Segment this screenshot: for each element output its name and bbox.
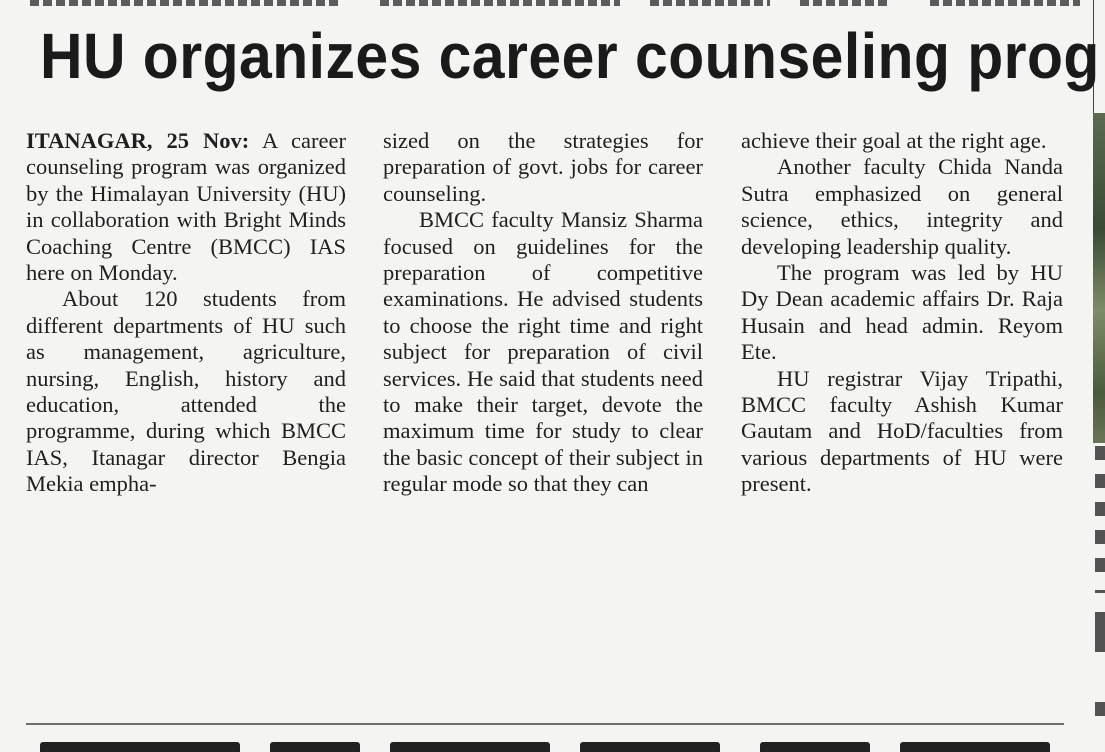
body-paragraph: The program was led by HU Dy Dean academic affairs Dr. Raja Husain and head admin. Reyom Ete. — [741, 260, 1063, 365]
article-divider — [26, 723, 1064, 725]
body-paragraph: achieve their goal at the right age. — [741, 128, 1047, 153]
previous-article-fragment — [0, 0, 1105, 14]
body-paragraph: About 120 students from different departments of HU such as management, agriculture, nursing, English, history and education, attended the programme, during which BMCC IAS, Itanagar director Bengia Mekia empha- — [26, 286, 346, 497]
body-paragraph: sized on the strategies for preparation of govt. jobs for career counseling. — [383, 128, 703, 206]
headline: HU organizes career counseling prog — [40, 20, 1100, 92]
adjacent-photo-fragment — [1093, 113, 1105, 443]
article-column-3 — [741, 128, 1063, 498]
next-article-fragment — [40, 740, 1050, 752]
lead-paragraph — [26, 128, 346, 286]
article-column-1 — [26, 128, 346, 498]
article-column-2 — [383, 128, 703, 498]
adjacent-article-fragment — [1093, 440, 1105, 752]
body-paragraph: Another faculty Chida Nanda Sutra emphasized on general science, ethics, integrity and developing leadership quality. — [741, 154, 1063, 259]
dateline: ITANAGAR, 25 Nov: — [26, 128, 250, 153]
body-paragraph: BMCC faculty Mansiz Sharma focused on guidelines for the preparation of competitive examinations. He advised students to choose the right time and right subject for preparation of civil services. He said that students need to make their target, devote the maximum time for study to clear the basic concept of their subject in regular mode so that they can — [383, 207, 703, 497]
body-paragraph: HU registrar Vijay Tripathi, BMCC faculty Ashish Kumar Gautam and HoD/faculties from various departments of HU were present. — [741, 365, 1063, 497]
lead-text: A career counseling program was organized by the Himalayan University (HU) in collaboration with Bright Minds Coaching Centre (BMCC) IAS here on Monday. — [26, 128, 346, 286]
